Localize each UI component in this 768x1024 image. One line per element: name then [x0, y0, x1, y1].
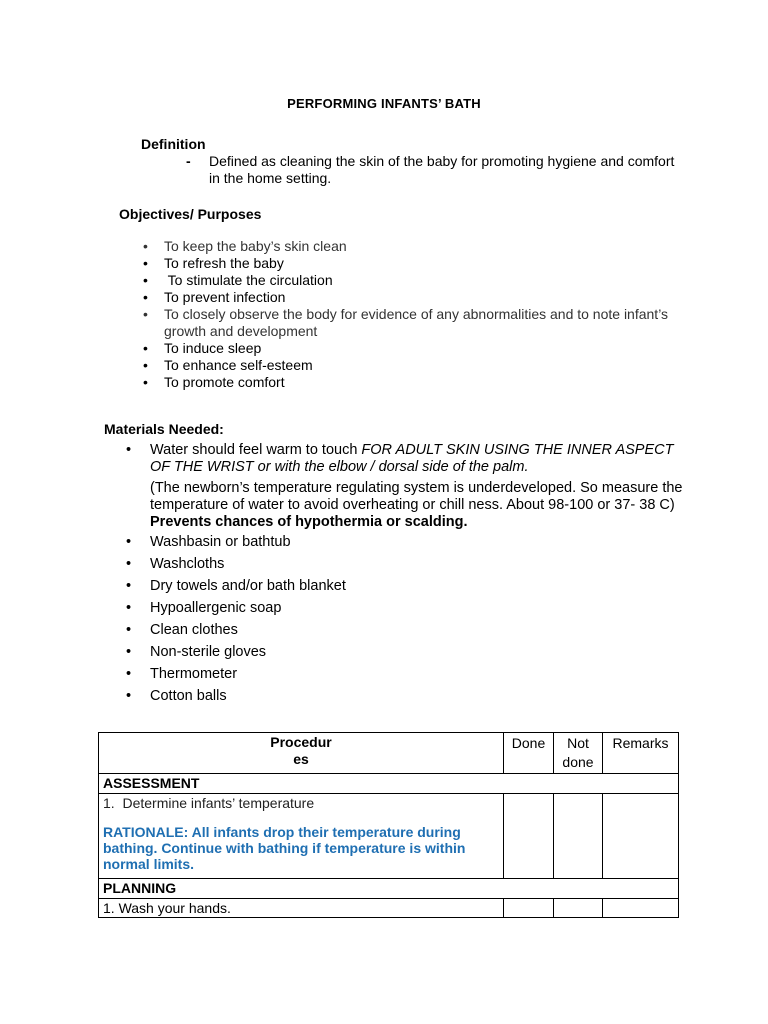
water-note-text: (The newborn’s temperature regulating system is underdeveloped. So measure the temperature of water to avoid overheating or chill ness. About 98-100 or 37- 38 C): [150, 480, 683, 513]
material-item: • Thermometer: [124, 666, 684, 688]
materials-heading: Materials Needed:: [104, 421, 224, 437]
step-text: 1. Determine infants’ temperature: [103, 795, 315, 811]
objective-item: • To closely observe the body for evidence of any abnormalities and to note infant’s growth and development: [141, 306, 686, 340]
material-item: • Washbasin or bathtub: [124, 534, 684, 556]
objective-item: • To induce sleep: [141, 340, 686, 357]
procedure-cell: 1. Wash your hands.: [99, 899, 504, 918]
water-note-bold: Prevents chances of hypothermia or scalding.: [150, 514, 468, 530]
header-remarks: Remarks: [603, 733, 679, 774]
done-cell[interactable]: [504, 899, 554, 918]
section-assessment: ASSESSMENT: [99, 774, 679, 794]
header-done: Done: [504, 733, 554, 774]
materials-list: [124, 534, 684, 710]
not-done-cell[interactable]: [554, 899, 603, 918]
definition-text: Defined as cleaning the skin of the baby for promoting hygiene and comfort in the home setting.: [209, 153, 675, 186]
remarks-cell[interactable]: [603, 794, 679, 879]
materials-item-water: [124, 442, 684, 476]
remarks-cell[interactable]: [603, 899, 679, 918]
objectives-list: [141, 238, 686, 391]
objective-item: • To stimulate the circulation: [141, 272, 686, 289]
header-procedures: Procedur es: [99, 733, 504, 774]
material-item: • Non-sterile gloves: [124, 644, 684, 666]
bullet-icon: •: [126, 442, 132, 458]
objective-item: • To promote comfort: [141, 374, 686, 391]
section-planning: PLANNING: [99, 879, 679, 899]
not-done-cell[interactable]: [554, 794, 603, 879]
material-item: • Washcloths: [124, 556, 684, 578]
objective-item: • To prevent infection: [141, 289, 686, 306]
table-header-row: [99, 733, 679, 774]
table-row: [99, 899, 679, 918]
objectives-heading: Objectives/ Purposes: [119, 206, 262, 222]
definition-dash: -: [186, 153, 191, 169]
table-row: [99, 774, 679, 794]
page-title: PERFORMING INFANTS’ BATH: [287, 96, 481, 111]
material-item: • Hypoallergenic soap: [124, 600, 684, 622]
table-row: [99, 794, 679, 879]
procedure-table: [98, 732, 679, 918]
done-cell[interactable]: [504, 794, 554, 879]
water-text: Water should feel warm to touch: [150, 442, 362, 458]
header-not-done: Not done: [554, 733, 603, 774]
water-italic-text: FOR ADULT SKIN USING THE INNER ASPECT OF THE WRIST or with the elbow / dorsal side of the palm.: [150, 442, 674, 475]
rationale-text: RATIONALE: All infants drop their temperature during bathing. Continue with bathing if temperature is within normal limits.: [103, 824, 466, 872]
objective-item: • To refresh the baby: [141, 255, 686, 272]
table-row: [99, 879, 679, 899]
procedure-cell: [99, 794, 504, 879]
material-item: • Dry towels and/or bath blanket: [124, 578, 684, 600]
objective-item: • To enhance self-esteem: [141, 357, 686, 374]
objective-item: • To keep the baby’s skin clean: [141, 238, 686, 255]
material-item: • Clean clothes: [124, 622, 684, 644]
materials-water-block: [124, 442, 684, 531]
water-note: [124, 480, 684, 531]
material-item: • Cotton balls: [124, 688, 684, 710]
definition-heading: Definition: [141, 136, 206, 152]
